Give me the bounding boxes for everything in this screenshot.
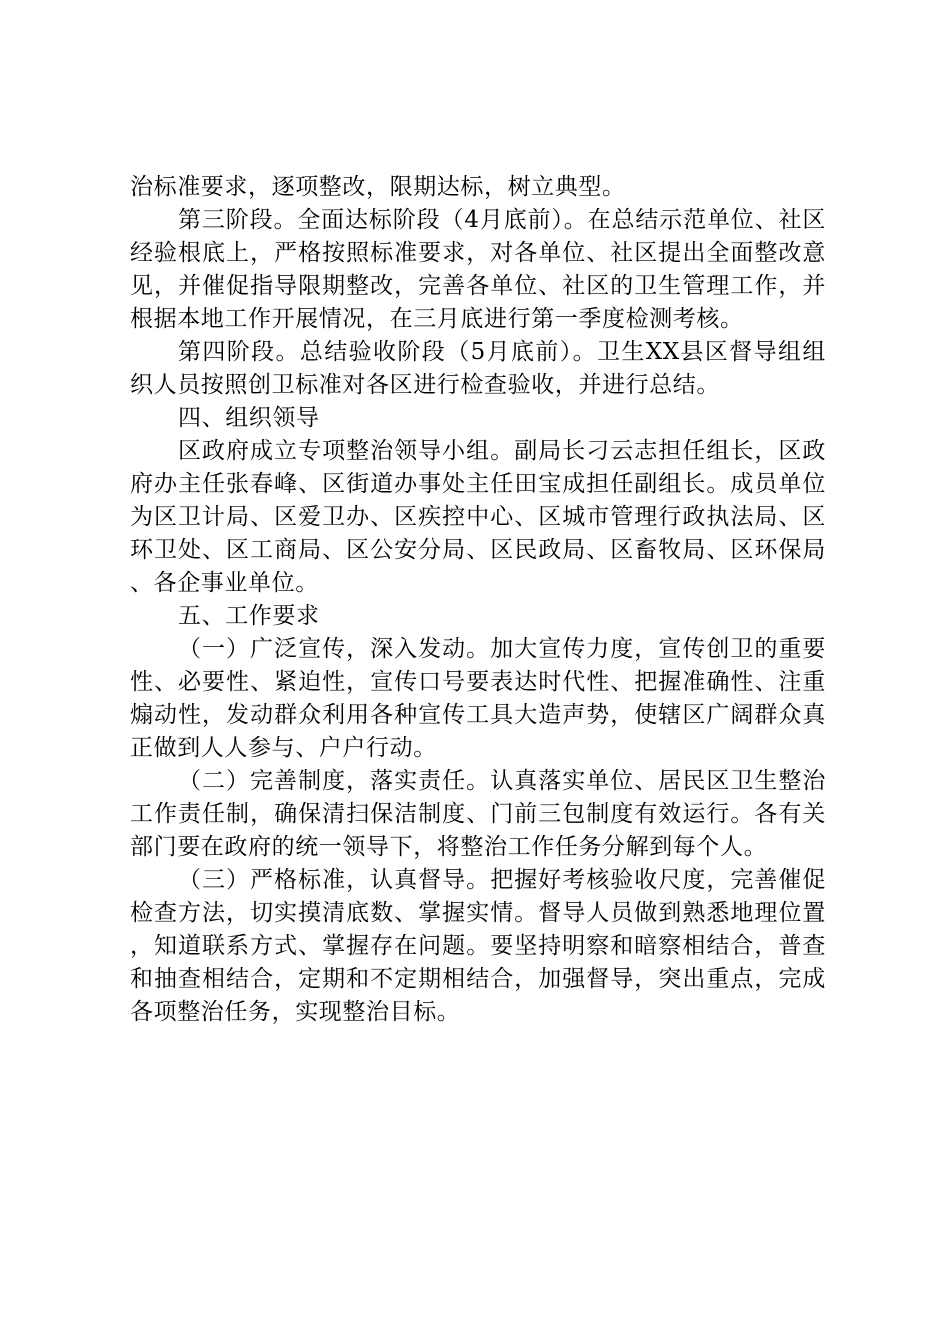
- paragraph-requirement-three: （三）严格标准，认真督导。把握好考核验收尺度，完善催促检查方法，切实摸清底数、掌握实情。督导人员做到熟悉地理位置，知道联系方式、掌握存在问题。要坚持明察和暗察相结合，普查和抽查相结合，定期和不定期相结合，加强督导，突出重点，完成各项整治任务，实现整治目标。: [130, 867, 826, 1025]
- heading-organization-leadership: 四、组织领导: [178, 405, 320, 431]
- document-body: [130, 171, 826, 1029]
- paragraph-leadership-group: 区政府成立专项整治领导小组。副局长刁云志担任组长，区政府办主任张春峰、区街道办事处主任田宝成担任副组长。成员单位为区卫计局、区爱卫办、区疾控中心、区城市管理行政执法局、区环卫处、区工商局、区公安分局、区民政局、区畜牧局、区环保局、各企事业单位。: [130, 438, 826, 596]
- paragraph-continuation: 治标准要求，逐项整改，限期达标，树立典型。: [130, 174, 626, 200]
- paragraph-stage-four: 第四阶段。总结验收阶段（5月底前）。卫生XX县区督导组组织人员按照创卫标准对各区进行检查验收，并进行总结。: [130, 339, 826, 398]
- heading-work-requirements: 五、工作要求: [178, 603, 320, 629]
- paragraph-stage-three: 第三阶段。全面达标阶段（4月底前）。在总结示范单位、社区经验根底上，严格按照标准要求，对各单位、社区提出全面整改意见，并催促指导限期整改，完善各单位、社区的卫生管理工作，并根据本地工作开展情况，在三月底进行第一季度检测考核。: [130, 207, 826, 332]
- paragraph-requirement-one: （一）广泛宣传，深入发动。加大宣传力度，宣传创卫的重要性、必要性、紧迫性，宣传口号要表达时代性、把握准确性、注重煽动性，发动群众利用各种宣传工具大造声势，使辖区广阔群众真正做到人人参与、户户行动。: [130, 636, 826, 761]
- paragraph-requirement-two: （二）完善制度，落实责任。认真落实单位、居民区卫生整治工作责任制，确保清扫保洁制度、门前三包制度有效运行。各有关部门要在政府的统一领导下，将整治工作任务分解到每个人。: [130, 768, 826, 860]
